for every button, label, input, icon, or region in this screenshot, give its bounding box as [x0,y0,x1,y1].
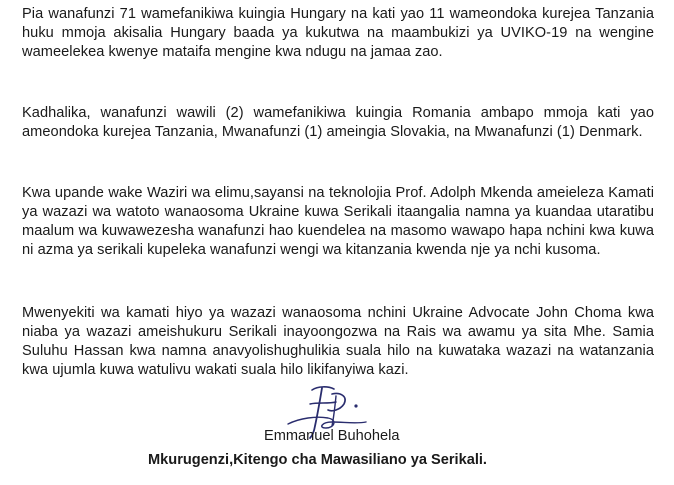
paragraph-hungary: Pia wanafunzi 71 wamefanikiwa kuingia Hungary na kati yao 11 wameondoka kurejea Tanzania huku mmoja akisalia Hungary baada ya kukutwa na maambukizi ya UVIKO-19 na wengine wameelekea kwenye mataifa mengine kwa ndugu na jamaa zao. [22,6,654,60]
signatory-name: Emmanuel Buhohela [264,428,400,444]
paragraph-romania: Kadhalika, wanafunzi wawili (2) wamefanikiwa kuingia Romania ambapo mmoja kati yao ameondoka kurejea Tanzania, Mwanafunzi (1) ameingia Slovakia, na Mwanafunzi (1) Denmark. [22,105,654,140]
signatory-title: Mkurugenzi,Kitengo cha Mawasiliano ya Serikali. [148,452,487,468]
paragraph-committee: Mwenyekiti wa kamati hiyo ya wazazi wanaosoma nchini Ukraine Advocate John Choma kwa niaba ya wazazi ameishukuru Serikali inayoongozwa na Rais wa awamu ya sita Mhe. Samia Suluhu Hassan kwa namna anavyolishughulikia suala hilo na kuwataka wazazi na watanzania kwa ujumla kuwa watulivu wakati suala hilo likifanyiwa kazi. [22,305,654,378]
paragraph-minister: Kwa upande wake Waziri wa elimu,sayansi na teknolojia Prof. Adolph Mkenda ameieleza Kamati ya wazazi wa watoto wanaosoma Ukraine kuwa Serikali itaangalia namna ya kuandaa utaratibu maalum wa kuwawezesha wanafunzi hao kuendelea na masomo wawapo hapa nchini kwa kuwa ni azma ya serikali kupeleka wanafunzi wengi wa kitanzania kwenda nje ya nchi kusoma. [22,185,654,258]
